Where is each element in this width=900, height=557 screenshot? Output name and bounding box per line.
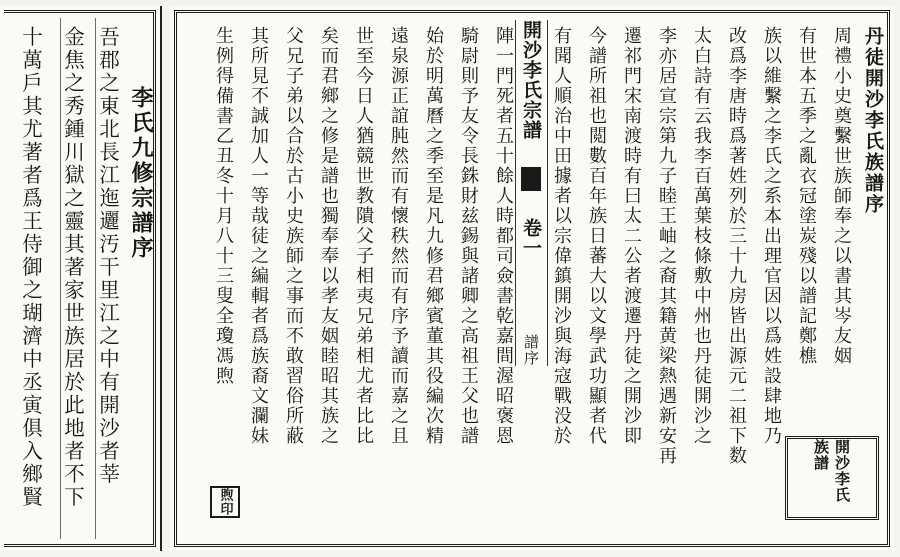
text-column: 矣而君鄉之修是譜也獨奉奉以孝友姻睦昭其族之 bbox=[318, 26, 339, 446]
text-column: 族以維繫之李氏之系本出理官因以爲姓設肆地乃 bbox=[761, 26, 782, 446]
text-column: 生例得備書乙丑冬十月八十三叟全瓊馮煦 bbox=[213, 26, 234, 386]
text-column: 其所見不誠加人一等哉徒之編輯者爲族裔文瀾妹 bbox=[248, 26, 269, 446]
signature-seal bbox=[210, 486, 240, 518]
text-column: 改爲李唐時爲著姓列於三十九房皆出源元二祖下数 bbox=[726, 26, 747, 466]
spine-title: 開沙李氏宗譜 bbox=[520, 20, 542, 140]
fish-tail-mark-icon bbox=[521, 167, 541, 191]
text-column: 吾郡之東北長江迤邐汚干里江之中有開沙者莘 bbox=[95, 26, 120, 486]
text-column: 騎尉則予友令長銖財兹錫與諸卿之高祖王父也譜 bbox=[458, 26, 479, 446]
text-column: 今譜所祖也閲數百年族日蕃大以文學武功顯者代 bbox=[586, 26, 607, 446]
text-column: 周禮小史奠繫世族師奉之以書其岑友姻 bbox=[831, 26, 852, 366]
text-column: 世至今日人猶競世教隤父子相夷兄弟相尤者比比 bbox=[353, 26, 374, 446]
signature-seal-text: 煦印 bbox=[217, 488, 233, 516]
text-column: 有世本五季之亂衣冠塗炭殘以譜記鄭樵 bbox=[796, 26, 817, 366]
spine-section: 譜序 bbox=[522, 334, 540, 366]
text-column: 始於明萬曆之季至是凡九修君鄉賓董其役編次精 bbox=[423, 26, 444, 446]
preface-title: 丹徒開沙李氏族譜序 bbox=[862, 26, 884, 215]
text-column: 遷祁門宋南渡時有曰太二公者渡遷丹徒之開沙即 bbox=[621, 26, 642, 446]
right-page bbox=[170, 6, 894, 551]
text-column: 十萬戶其尤著者爲王侍御之瑚濟中丞寅俱入鄉賢 bbox=[18, 26, 43, 509]
text-column: 遠泉源正誼肫然而有懷秩然而有序予讀而嘉之且 bbox=[388, 26, 409, 446]
text-column: 太白詩有云我李百萬葉枝條敷中州也丹徒開沙之 bbox=[691, 26, 712, 446]
text-column: 父兄子弟以合於古小史族師之事而不敢習俗所蔽 bbox=[283, 26, 304, 446]
collection-seal bbox=[785, 436, 879, 520]
left-page-heading: 李氏九修宗譜序 bbox=[128, 86, 154, 261]
text-column: 金焦之秀鍾川獄之靈其著家世族居於此地者不下 bbox=[60, 26, 85, 509]
text-column: 陣一門死者五十餘人時都司僉書乾嘉間渥昭褒恩 bbox=[493, 26, 514, 446]
block-spine bbox=[515, 20, 548, 366]
text-column: 有聞人順治中田據者以宗偉鎮開沙與海寇戰没於 bbox=[551, 26, 572, 446]
left-page bbox=[0, 6, 162, 551]
spine-volume: 卷一 bbox=[520, 218, 542, 258]
collection-seal-text: 開沙李氏族譜 bbox=[812, 439, 851, 503]
text-column: 李亦居宣宗第九子睦王岫之裔其籍黄梁熱遇新安再 bbox=[656, 26, 677, 466]
